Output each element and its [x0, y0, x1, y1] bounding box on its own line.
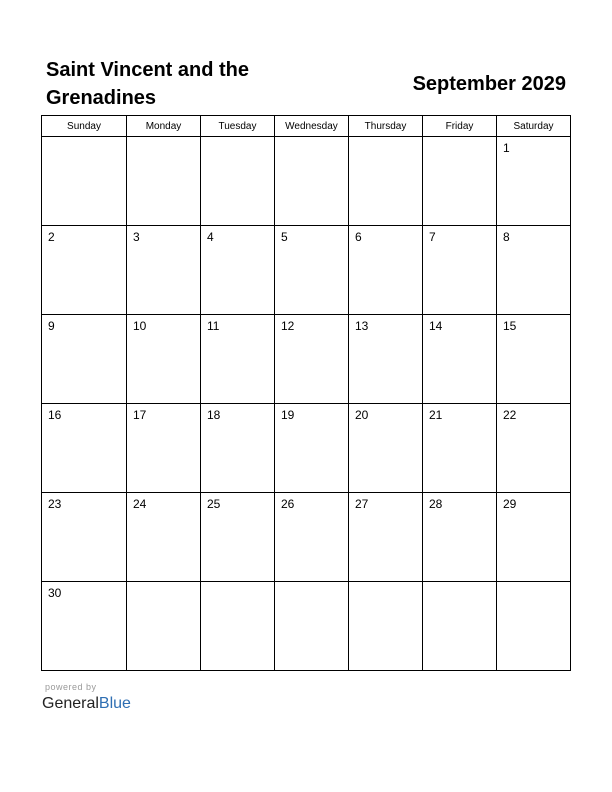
day-number: 22 — [503, 408, 517, 422]
day-cell — [127, 582, 201, 671]
day-number: 9 — [48, 319, 55, 333]
day-number — [349, 582, 422, 586]
day-cell — [423, 137, 497, 226]
day-number — [275, 582, 348, 586]
day-number: 25 — [207, 497, 221, 511]
day-number: 5 — [281, 230, 288, 244]
day-number — [201, 137, 274, 141]
day-cell — [349, 315, 423, 404]
weekday-header: Tuesday — [201, 116, 275, 137]
day-number: 12 — [281, 319, 295, 333]
day-cell — [423, 582, 497, 671]
day-cell — [127, 315, 201, 404]
day-cell — [497, 226, 571, 315]
day-number — [349, 137, 422, 141]
day-cell — [42, 226, 127, 315]
day-cell — [497, 315, 571, 404]
day-number: 11 — [207, 319, 220, 333]
day-cell — [349, 404, 423, 493]
weekday-header: Thursday — [349, 116, 423, 137]
day-number: 4 — [207, 230, 214, 244]
generalblue-logo[interactable] — [42, 694, 131, 714]
country-title: Saint Vincent and the Grenadines — [46, 59, 249, 109]
day-number: 29 — [503, 497, 517, 511]
weekday-header: Monday — [127, 116, 201, 137]
day-number: 13 — [355, 319, 369, 333]
day-cell — [423, 226, 497, 315]
week-row — [42, 315, 571, 404]
day-number: 23 — [48, 497, 62, 511]
day-number: 14 — [429, 319, 443, 333]
day-cell — [349, 226, 423, 315]
day-cell — [497, 137, 571, 226]
powered-by-text: powered by — [45, 682, 97, 692]
day-number — [275, 137, 348, 141]
day-cell — [349, 137, 423, 226]
day-cell — [275, 137, 349, 226]
weekday-header: Friday — [423, 116, 497, 137]
day-number — [423, 137, 496, 141]
day-number: 20 — [355, 408, 369, 422]
day-cell — [423, 404, 497, 493]
day-number: 21 — [429, 408, 443, 422]
day-number — [497, 582, 570, 586]
day-cell — [42, 582, 127, 671]
week-row — [42, 226, 571, 315]
day-cell — [423, 315, 497, 404]
day-cell — [127, 493, 201, 582]
day-cell — [127, 404, 201, 493]
day-number: 6 — [355, 230, 362, 244]
day-number: 27 — [355, 497, 369, 511]
day-cell — [42, 493, 127, 582]
day-number: 24 — [133, 497, 147, 511]
day-number — [127, 582, 200, 586]
day-number: 2 — [48, 230, 55, 244]
day-cell — [42, 137, 127, 226]
day-cell — [275, 582, 349, 671]
day-cell — [127, 226, 201, 315]
day-cell — [423, 493, 497, 582]
day-number: 26 — [281, 497, 295, 511]
day-number: 28 — [429, 497, 443, 511]
footer-branding — [42, 682, 131, 714]
day-number: 17 — [133, 408, 147, 422]
day-cell — [201, 315, 275, 404]
logo-blue-text: Blue — [98, 695, 131, 712]
logo-general-text: General — [42, 695, 99, 712]
day-number: 15 — [503, 319, 517, 333]
day-cell — [497, 404, 571, 493]
day-number: 10 — [133, 319, 147, 333]
day-cell — [127, 137, 201, 226]
day-cell — [497, 582, 571, 671]
weekday-header: Saturday — [497, 116, 571, 137]
day-number: 19 — [281, 408, 295, 422]
day-cell — [201, 226, 275, 315]
day-number: 7 — [429, 230, 436, 244]
week-row — [42, 404, 571, 493]
week-row — [42, 137, 571, 226]
day-number — [42, 137, 126, 141]
day-cell — [201, 493, 275, 582]
day-number: 1 — [503, 141, 510, 155]
day-cell — [201, 137, 275, 226]
day-cell — [349, 582, 423, 671]
weekday-header: Sunday — [42, 116, 127, 137]
day-cell — [42, 315, 127, 404]
week-row — [42, 582, 571, 671]
day-cell — [201, 582, 275, 671]
day-number: 18 — [207, 408, 221, 422]
day-number: 16 — [48, 408, 62, 422]
day-cell — [275, 493, 349, 582]
calendar-grid — [41, 115, 571, 671]
weekday-header-row — [42, 116, 571, 137]
day-number — [127, 137, 200, 141]
day-cell — [497, 493, 571, 582]
day-cell — [275, 226, 349, 315]
week-row — [42, 493, 571, 582]
day-number — [201, 582, 274, 586]
weekday-header: Wednesday — [275, 116, 349, 137]
day-cell — [275, 404, 349, 493]
day-number: 3 — [133, 230, 140, 244]
day-cell — [349, 493, 423, 582]
day-cell — [201, 404, 275, 493]
day-number: 30 — [48, 586, 62, 600]
day-number: 8 — [503, 230, 510, 244]
day-cell — [42, 404, 127, 493]
day-cell — [275, 315, 349, 404]
month-year-title: September 2029 — [412, 73, 566, 95]
day-number — [423, 582, 496, 586]
